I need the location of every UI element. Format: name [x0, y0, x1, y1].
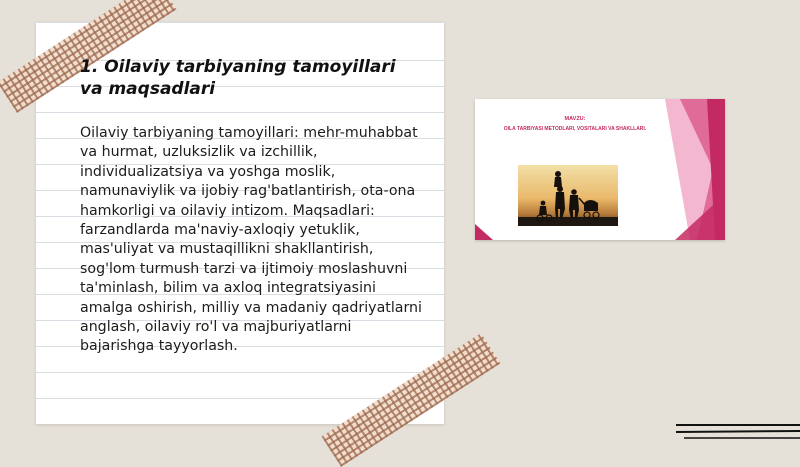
slide-label: MAVZU:	[564, 116, 586, 122]
decorative-lines	[676, 422, 800, 442]
family-silhouette-photo	[518, 165, 618, 226]
section-title: 1. Oilaviy tarbiyaning tamoyillari va maqsadlari	[80, 57, 396, 99]
slide-thumbnail	[475, 99, 725, 240]
slide-subtitle: OILA TARBIYASI METODLARI, VOSITALARI VA SHAKLLARI.	[503, 126, 647, 132]
section-paragraph: Oilaviy tarbiyaning tamoyillari: mehr-muhabbat va hurmat, uzluksizlik va izchillik, individualizatsiya va yoshga moslik, namunaviylik va ijobiy rag'batlantirish, ota-ona hamkorligi va oilaviy intizom. Maqsadlari: farzandlarda ma'naviy-axloqiy yetuklik, mas'uliyat va mustaqillikni shakllantirish, sog'lom turmush tarzi va ijtimoiy moslashuvni ta'minlash, bilim va axloq integratsiyasini amalga oshirish, milliy va madaniy qadriyatlarni anglash, oilaviy ro'l va majburiyatlarni bajarishga tayyorlash.	[80, 125, 422, 355]
